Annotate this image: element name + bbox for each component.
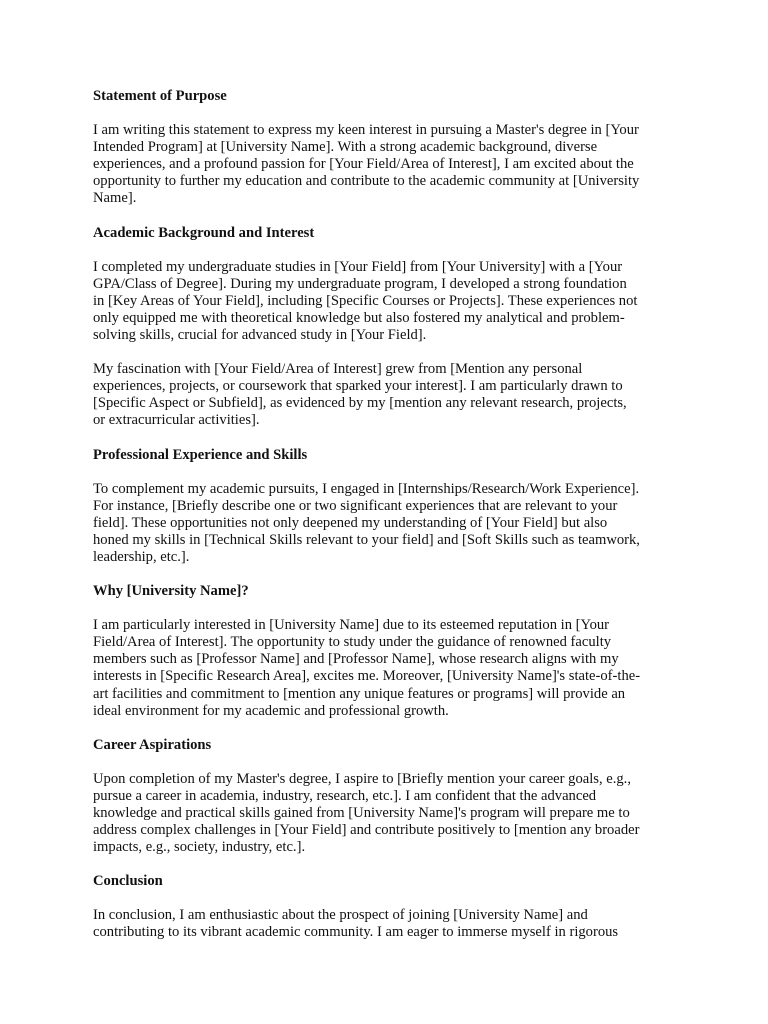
text-line: solving skills, crucial for advanced study in [Your Field]. <box>93 327 427 344</box>
text-line: field]. These opportunities not only deepened my understanding of [Your Field] but also <box>93 514 608 531</box>
text-line: leadership, etc.]. <box>93 548 190 565</box>
body-paragraph <box>93 771 685 856</box>
text-line: honed my skills in [Technical Skills relevant to your field] and [Soft Skills such as teamwork, <box>93 531 640 548</box>
text-line: For instance, [Briefly describe one or two significant experiences that are relevant to your <box>93 497 618 514</box>
section-heading: Statement of Purpose <box>93 88 227 104</box>
text-line: Name]. <box>93 190 137 207</box>
text-line: To complement my academic pursuits, I engaged in [Internships/Research/Work Experience]. <box>93 480 640 497</box>
body-paragraph <box>93 259 685 344</box>
text-line: GPA/Class of Degree]. During my undergraduate program, I developed a strong foundation <box>93 275 627 292</box>
document-section <box>93 583 685 720</box>
document-section <box>93 737 685 857</box>
section-heading: Career Aspirations <box>93 736 212 753</box>
text-line: pursue a career in academia, industry, research, etc.]. I am confident that the advanced <box>93 787 597 804</box>
text-line: art facilities and commitment to [mention any unique features or programs] will provide an <box>93 685 626 702</box>
text-line: In conclusion, I am enthusiastic about the prospect of joining [University Name] and <box>93 907 588 924</box>
body-paragraph <box>93 481 685 566</box>
document-section <box>93 225 685 430</box>
text-line: knowledge and practical skills gained from [University Name]'s program will prepare me to <box>93 805 630 821</box>
text-line: in [Key Areas of Your Field], including [Specific Courses or Projects]. These experiences not <box>93 292 638 309</box>
section-heading: Why [University Name]? <box>93 583 249 600</box>
section-heading: Academic Background and Interest <box>93 224 315 241</box>
body-paragraph <box>93 907 685 941</box>
text-line: My fascination with [Your Field/Area of Interest] grew from [Mention any personal <box>93 361 583 378</box>
text-line: I completed my undergraduate studies in [Your Field] from [Your University] with a [Your <box>93 258 623 275</box>
document-section <box>93 88 685 208</box>
text-line: I am particularly interested in [University Name] due to its esteemed reputation in [Your <box>93 617 610 634</box>
text-line: Intended Program] at [University Name]. With a strong academic background, diverse <box>93 139 598 156</box>
body-paragraph <box>93 361 685 429</box>
text-line: opportunity to further my education and contribute to the academic community at [University <box>93 173 640 190</box>
text-line: only equipped me with theoretical knowledge but also fostered my analytical and problem- <box>93 309 625 326</box>
text-line: experiences, projects, or coursework that sparked your interest]. I am particularly drawn to <box>93 378 623 395</box>
text-line: [Specific Aspect or Subfield], as evidenced by my [mention any relevant research, projects, <box>93 395 627 412</box>
text-line: interests in [Specific Research Area], excites me. Moreover, [University Name]'s state-of-the- <box>93 668 641 685</box>
document-page <box>93 88 685 959</box>
body-paragraph <box>93 617 685 720</box>
text-line: impacts, e.g., society, industry, etc.]. <box>93 839 306 856</box>
section-heading: Professional Experience and Skills <box>93 446 308 463</box>
text-line: or extracurricular activities]. <box>93 412 260 429</box>
text-line: address complex challenges in [Your Field] and contribute positively to [mention any broader <box>93 822 640 839</box>
text-line: experiences, and a profound passion for [Your Field/Area of Interest], I am excited about the <box>93 156 634 173</box>
text-line: Upon completion of my Master's degree, I aspire to [Briefly mention your career goals, e.g., <box>93 770 631 787</box>
text-line: Field/Area of Interest]. The opportunity to study under the guidance of renowned faculty <box>93 634 612 651</box>
body-paragraph <box>93 122 685 207</box>
text-line: I am writing this statement to express my keen interest in pursuing a Master's degree in [Your <box>93 122 639 139</box>
document-section <box>93 447 685 567</box>
section-heading: Conclusion <box>93 873 163 890</box>
text-line: contributing to its vibrant academic community. I am eager to immerse myself in rigorous <box>93 924 619 941</box>
text-line: ideal environment for my academic and professional growth. <box>93 702 449 719</box>
document-section <box>93 873 685 941</box>
text-line: members such as [Professor Name] and [Professor Name], whose research aligns with my <box>93 651 619 668</box>
